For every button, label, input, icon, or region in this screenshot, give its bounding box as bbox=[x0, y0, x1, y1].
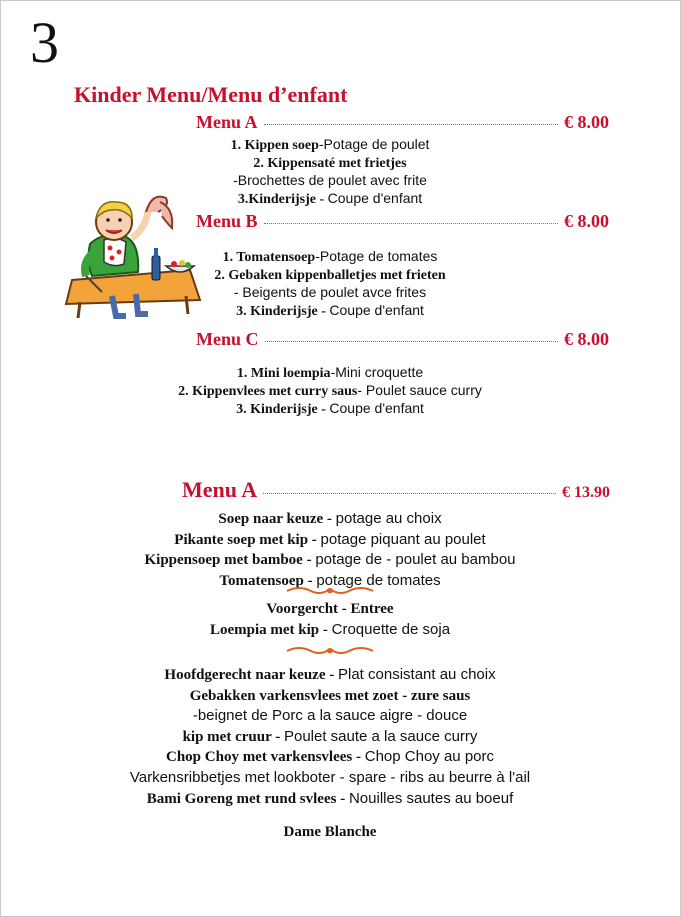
list-item: kip met cruur - Poulet saute a la sauce curry bbox=[182, 727, 478, 745]
list-item: 2. Gebaken kippenballetjes met frieten bbox=[214, 268, 446, 283]
list-item: Gebakken varkensvlees met zoet - zure saus bbox=[189, 687, 471, 704]
kids-menu-a-items bbox=[60, 136, 600, 208]
list-item: 3.Kinderijsje - Coupe d'enfant bbox=[237, 190, 423, 207]
kids-menu-a-price: € 8.00 bbox=[564, 112, 609, 132]
list-item: Pikante soep met kip - potage piquant au poulet bbox=[174, 530, 486, 548]
dot-leader bbox=[263, 493, 556, 494]
list-item: Bami Goreng met rund svlees - Nouilles sautes au boeuf bbox=[146, 789, 514, 807]
kids-menu-title: Kinder Menu/Menu d’enfant bbox=[74, 82, 348, 107]
kids-menu-c-name: Menu C bbox=[196, 329, 259, 349]
menu-a-starters bbox=[40, 599, 620, 640]
menu-a-soups bbox=[40, 509, 620, 591]
list-item: 1. Kippen soep-Potage de poulet bbox=[230, 136, 430, 153]
list-item: 3. Kinderijsje - Coupe d'enfant bbox=[236, 400, 424, 417]
kids-menu-c-price: € 8.00 bbox=[564, 329, 609, 349]
list-item: 2. Kippensaté met frietjes bbox=[253, 156, 407, 171]
kids-menu-a-header bbox=[196, 112, 609, 133]
menu-a-price: € 13.90 bbox=[562, 484, 610, 501]
kids-menu-c-header bbox=[196, 329, 609, 350]
kids-menu-b-price: € 8.00 bbox=[564, 211, 609, 231]
kids-menu-b-items bbox=[60, 248, 600, 320]
kids-menu-b-name: Menu B bbox=[196, 211, 258, 231]
list-item: 3. Kinderijsje - Coupe d'enfant bbox=[236, 302, 424, 319]
list-item: Chop Choy met varkensvlees - Chop Choy au porc bbox=[166, 748, 494, 766]
list-item: Hoofdgerecht naar keuze - Plat consistant au choix bbox=[164, 666, 496, 683]
kids-menu-a-name: Menu A bbox=[196, 112, 258, 132]
ornament-divider bbox=[285, 644, 375, 658]
menu-a-dessert bbox=[40, 823, 620, 843]
list-item: -beignet de Porc a la sauce aigre - douce bbox=[192, 707, 468, 725]
dot-leader bbox=[265, 341, 559, 342]
list-item: 2. Kippenvlees met curry saus- Poulet sauce curry bbox=[178, 382, 482, 399]
menu-a-mains bbox=[40, 665, 620, 809]
list-item: Kippensoep met bamboe - potage de - poulet au bambou bbox=[144, 551, 516, 569]
list-item: - Beigents de poulet avce frites bbox=[233, 284, 427, 300]
list-item: 1. Mini loempia-Mini croquette bbox=[236, 364, 424, 381]
list-item: Tomatensoep - potage de tomates bbox=[219, 571, 441, 589]
page-number: 3 bbox=[30, 10, 59, 75]
ornament-divider bbox=[285, 584, 375, 598]
list-item: -Brochettes de poulet avec frite bbox=[233, 172, 427, 188]
kids-menu-b-header bbox=[196, 211, 609, 232]
list-item: Loempia met kip - Croquette de soja bbox=[209, 620, 451, 638]
menu-a-name: Menu A bbox=[182, 477, 258, 502]
dessert-item: Dame Blanche bbox=[283, 824, 377, 840]
list-item: Soep naar keuze - potage au choix bbox=[218, 510, 442, 527]
list-item: Voorgercht - Entree bbox=[266, 601, 394, 617]
dot-leader bbox=[264, 223, 558, 224]
list-item: Varkensribbetjes met lookboter - spare - ribs au beurre à l'ail bbox=[129, 768, 531, 786]
kids-menu-c-items bbox=[60, 364, 600, 418]
menu-a-header bbox=[182, 477, 610, 503]
dot-leader bbox=[264, 124, 558, 125]
list-item: 1. Tomatensoep-Potage de tomates bbox=[222, 248, 438, 265]
